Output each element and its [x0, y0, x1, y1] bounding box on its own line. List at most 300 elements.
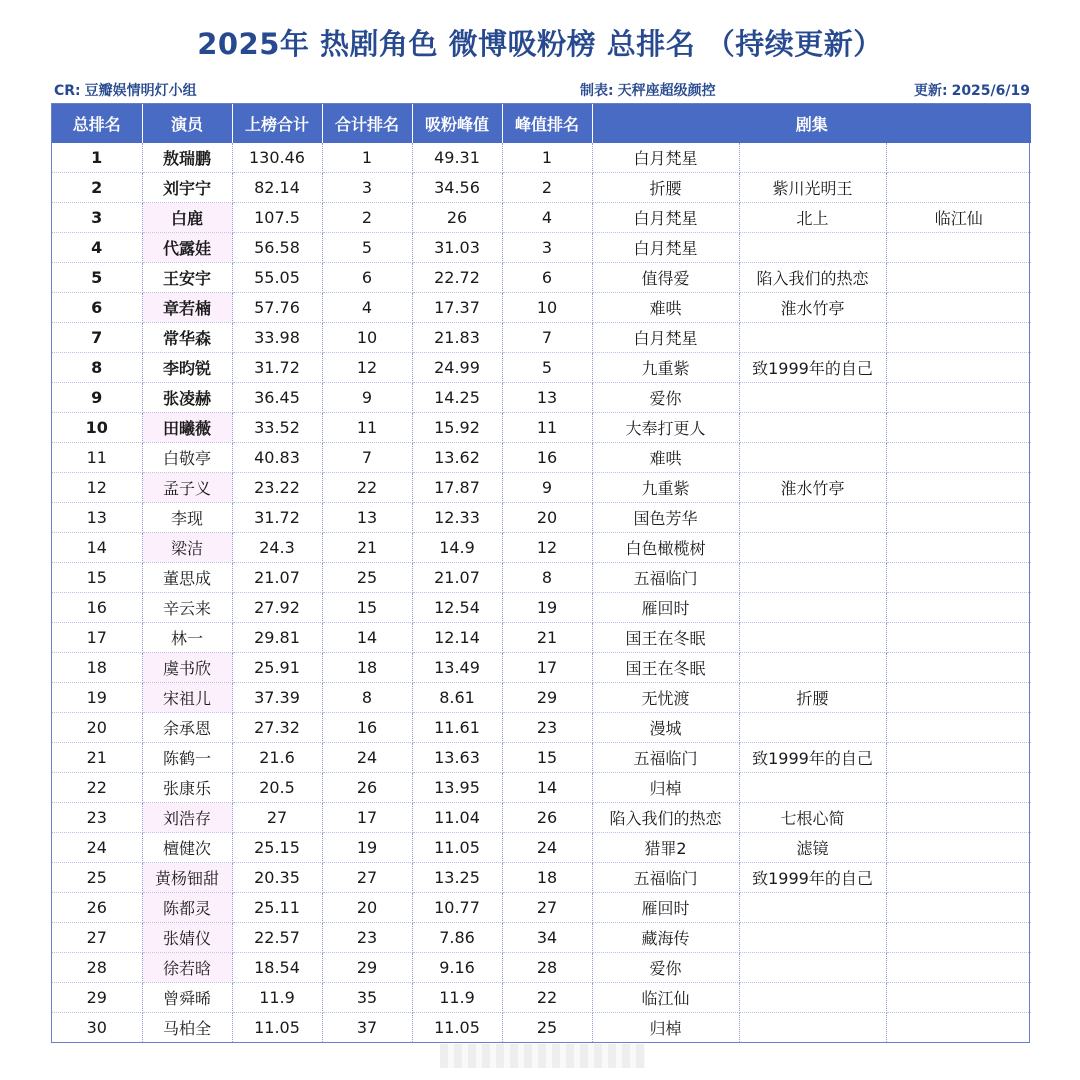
drama-cell-2	[739, 533, 886, 563]
drama-cell-2: 淮水竹亭	[739, 293, 886, 323]
total-rank-cell: 20	[322, 893, 412, 923]
drama-cell-2: 北上	[739, 203, 886, 233]
actor-cell: 孟子义	[142, 473, 232, 503]
peak-cell: 8.61	[412, 683, 502, 713]
total-cell: 107.5	[232, 203, 322, 233]
total-rank-cell: 18	[322, 653, 412, 683]
table-row	[52, 983, 1031, 1013]
total-cell: 27.92	[232, 593, 322, 623]
drama-cell-2	[739, 923, 886, 953]
actor-cell: 白敬亭	[142, 443, 232, 473]
drama-cell-1: 白月梵星	[592, 203, 739, 233]
total-cell: 130.46	[232, 143, 322, 173]
total-cell: 31.72	[232, 353, 322, 383]
table-row	[52, 383, 1031, 413]
drama-cell-3	[886, 593, 1031, 623]
table-row	[52, 413, 1031, 443]
peak-cell: 31.03	[412, 233, 502, 263]
total-rank-cell: 11	[322, 413, 412, 443]
credit-value: 豆瓣娱情明灯小组	[84, 83, 197, 99]
peak-rank-cell: 6	[502, 263, 592, 293]
table-row	[52, 293, 1031, 323]
total-rank-cell: 2	[322, 203, 412, 233]
actor-cell: 宋祖儿	[142, 683, 232, 713]
drama-cell-2: 折腰	[739, 683, 886, 713]
drama-cell-3	[886, 653, 1031, 683]
drama-cell-1: 五福临门	[592, 563, 739, 593]
drama-cell-1: 白月梵星	[592, 233, 739, 263]
drama-cell-3	[886, 143, 1031, 173]
peak-cell: 13.62	[412, 443, 502, 473]
total-cell: 31.72	[232, 503, 322, 533]
peak-rank-cell: 25	[502, 1013, 592, 1043]
peak-cell: 13.63	[412, 743, 502, 773]
header-total: 上榜合计	[232, 104, 322, 143]
drama-cell-1: 难哄	[592, 293, 739, 323]
total-rank-cell: 22	[322, 473, 412, 503]
drama-cell-3	[886, 863, 1031, 893]
peak-cell: 11.05	[412, 833, 502, 863]
peak-rank-cell: 12	[502, 533, 592, 563]
drama-cell-2	[739, 383, 886, 413]
header-total-rank: 合计排名	[322, 104, 412, 143]
peak-rank-cell: 4	[502, 203, 592, 233]
drama-cell-2	[739, 143, 886, 173]
rank-cell: 2	[52, 173, 142, 203]
table-row	[52, 203, 1031, 233]
peak-rank-cell: 8	[502, 563, 592, 593]
update-label: 更新:	[913, 83, 948, 99]
table-body	[52, 143, 1031, 1042]
table-row	[52, 263, 1031, 293]
actor-cell: 檀健次	[142, 833, 232, 863]
peak-rank-cell: 28	[502, 953, 592, 983]
peak-cell: 21.07	[412, 563, 502, 593]
maker-line	[580, 80, 716, 100]
header-actor: 演员	[142, 104, 232, 143]
total-cell: 37.39	[232, 683, 322, 713]
peak-cell: 22.72	[412, 263, 502, 293]
table-row	[52, 743, 1031, 773]
drama-cell-3	[886, 503, 1031, 533]
table-row	[52, 143, 1031, 173]
rank-cell: 16	[52, 593, 142, 623]
peak-cell: 12.54	[412, 593, 502, 623]
rank-cell: 18	[52, 653, 142, 683]
peak-cell: 10.77	[412, 893, 502, 923]
drama-cell-2: 七根心简	[739, 803, 886, 833]
drama-cell-1: 白月梵星	[592, 323, 739, 353]
peak-cell: 34.56	[412, 173, 502, 203]
total-cell: 18.54	[232, 953, 322, 983]
drama-cell-2: 致1999年的自己	[739, 743, 886, 773]
table-row	[52, 623, 1031, 653]
drama-cell-2	[739, 443, 886, 473]
drama-cell-1: 五福临门	[592, 743, 739, 773]
drama-cell-1: 雁回时	[592, 593, 739, 623]
total-cell: 40.83	[232, 443, 322, 473]
header-dramas: 剧集	[592, 104, 1031, 143]
total-cell: 33.98	[232, 323, 322, 353]
rank-cell: 23	[52, 803, 142, 833]
rank-cell: 5	[52, 263, 142, 293]
total-rank-cell: 19	[322, 833, 412, 863]
rank-cell: 12	[52, 473, 142, 503]
rank-cell: 22	[52, 773, 142, 803]
drama-cell-3	[886, 383, 1031, 413]
watermark	[440, 1044, 645, 1068]
peak-cell: 49.31	[412, 143, 502, 173]
peak-rank-cell: 14	[502, 773, 592, 803]
peak-rank-cell: 13	[502, 383, 592, 413]
actor-cell: 梁洁	[142, 533, 232, 563]
drama-cell-2	[739, 653, 886, 683]
table-row	[52, 503, 1031, 533]
total-cell: 20.5	[232, 773, 322, 803]
rank-cell: 26	[52, 893, 142, 923]
total-cell: 24.3	[232, 533, 322, 563]
peak-cell: 15.92	[412, 413, 502, 443]
total-cell: 55.05	[232, 263, 322, 293]
rank-cell: 30	[52, 1013, 142, 1043]
table-row	[52, 923, 1031, 953]
drama-cell-3	[886, 533, 1031, 563]
actor-cell: 余承恩	[142, 713, 232, 743]
peak-cell: 12.33	[412, 503, 502, 533]
total-cell: 23.22	[232, 473, 322, 503]
table-row	[52, 683, 1031, 713]
actor-cell: 马柏全	[142, 1013, 232, 1043]
header-peak: 吸粉峰值	[412, 104, 502, 143]
drama-cell-3	[886, 323, 1031, 353]
drama-cell-1: 白月梵星	[592, 143, 739, 173]
actor-cell: 白鹿	[142, 203, 232, 233]
drama-cell-1: 九重紫	[592, 353, 739, 383]
rank-cell: 8	[52, 353, 142, 383]
rank-cell: 27	[52, 923, 142, 953]
peak-cell: 13.95	[412, 773, 502, 803]
drama-cell-3	[886, 263, 1031, 293]
drama-cell-1: 无忧渡	[592, 683, 739, 713]
ranking-table	[51, 103, 1030, 1043]
peak-rank-cell: 1	[502, 143, 592, 173]
total-cell: 22.57	[232, 923, 322, 953]
rank-cell: 17	[52, 623, 142, 653]
drama-cell-2	[739, 413, 886, 443]
drama-cell-1: 值得爱	[592, 263, 739, 293]
drama-cell-3	[886, 233, 1031, 263]
peak-cell: 21.83	[412, 323, 502, 353]
rank-cell: 7	[52, 323, 142, 353]
drama-cell-2	[739, 623, 886, 653]
actor-cell: 徐若晗	[142, 953, 232, 983]
rank-cell: 20	[52, 713, 142, 743]
peak-cell: 14.9	[412, 533, 502, 563]
drama-cell-1: 归棹	[592, 773, 739, 803]
credit-label: CR:	[54, 83, 81, 99]
drama-cell-1: 爱你	[592, 953, 739, 983]
peak-cell: 17.37	[412, 293, 502, 323]
peak-rank-cell: 10	[502, 293, 592, 323]
total-cell: 27	[232, 803, 322, 833]
total-cell: 20.35	[232, 863, 322, 893]
total-rank-cell: 3	[322, 173, 412, 203]
total-rank-cell: 5	[322, 233, 412, 263]
total-rank-cell: 13	[322, 503, 412, 533]
page-title: 2025年 热剧角色 微博吸粉榜 总排名 （持续更新）	[197, 27, 883, 61]
peak-cell: 24.99	[412, 353, 502, 383]
peak-rank-cell: 20	[502, 503, 592, 533]
table-row	[52, 953, 1031, 983]
rank-cell: 3	[52, 203, 142, 233]
actor-cell: 田曦薇	[142, 413, 232, 443]
total-cell: 25.15	[232, 833, 322, 863]
drama-cell-1: 国王在冬眠	[592, 623, 739, 653]
drama-cell-1: 国色芳华	[592, 503, 739, 533]
actor-cell: 曾舜晞	[142, 983, 232, 1013]
peak-rank-cell: 15	[502, 743, 592, 773]
rank-cell: 4	[52, 233, 142, 263]
header-rank: 总排名	[52, 104, 142, 143]
maker-label: 制表:	[580, 83, 614, 99]
actor-cell: 常华森	[142, 323, 232, 353]
actor-cell: 刘浩存	[142, 803, 232, 833]
total-cell: 11.05	[232, 1013, 322, 1043]
table-row	[52, 713, 1031, 743]
drama-cell-2	[739, 893, 886, 923]
peak-cell: 12.14	[412, 623, 502, 653]
peak-cell: 7.86	[412, 923, 502, 953]
total-rank-cell: 6	[322, 263, 412, 293]
total-cell: 27.32	[232, 713, 322, 743]
rank-cell: 24	[52, 833, 142, 863]
total-rank-cell: 9	[322, 383, 412, 413]
drama-cell-1: 难哄	[592, 443, 739, 473]
table-row	[52, 173, 1031, 203]
peak-cell: 14.25	[412, 383, 502, 413]
actor-cell: 王安宇	[142, 263, 232, 293]
total-rank-cell: 10	[322, 323, 412, 353]
drama-cell-1: 雁回时	[592, 893, 739, 923]
peak-cell: 9.16	[412, 953, 502, 983]
total-rank-cell: 27	[322, 863, 412, 893]
header-peak-rank: 峰值排名	[502, 104, 592, 143]
drama-cell-2	[739, 773, 886, 803]
rank-cell: 6	[52, 293, 142, 323]
actor-cell: 敖瑞鹏	[142, 143, 232, 173]
drama-cell-2	[739, 233, 886, 263]
peak-rank-cell: 3	[502, 233, 592, 263]
actor-cell: 林一	[142, 623, 232, 653]
drama-cell-2	[739, 563, 886, 593]
table-row	[52, 1013, 1031, 1043]
drama-cell-3	[886, 473, 1031, 503]
total-rank-cell: 24	[322, 743, 412, 773]
peak-rank-cell: 9	[502, 473, 592, 503]
drama-cell-2: 致1999年的自己	[739, 353, 886, 383]
peak-cell: 17.87	[412, 473, 502, 503]
drama-cell-3	[886, 353, 1031, 383]
drama-cell-2	[739, 953, 886, 983]
drama-cell-3	[886, 413, 1031, 443]
drama-cell-3	[886, 563, 1031, 593]
drama-cell-3	[886, 683, 1031, 713]
drama-cell-1: 藏海传	[592, 923, 739, 953]
table-row	[52, 833, 1031, 863]
credit-line	[54, 80, 197, 100]
table-row	[52, 863, 1031, 893]
peak-rank-cell: 16	[502, 443, 592, 473]
total-cell: 36.45	[232, 383, 322, 413]
total-rank-cell: 25	[322, 563, 412, 593]
table-row	[52, 893, 1031, 923]
total-cell: 33.52	[232, 413, 322, 443]
total-cell: 56.58	[232, 233, 322, 263]
peak-cell: 11.05	[412, 1013, 502, 1043]
drama-cell-2: 淮水竹亭	[739, 473, 886, 503]
drama-cell-2: 致1999年的自己	[739, 863, 886, 893]
drama-cell-3: 临江仙	[886, 203, 1031, 233]
total-rank-cell: 12	[322, 353, 412, 383]
table-row	[52, 323, 1031, 353]
actor-cell: 章若楠	[142, 293, 232, 323]
total-cell: 29.81	[232, 623, 322, 653]
rank-cell: 11	[52, 443, 142, 473]
drama-cell-1: 归棹	[592, 1013, 739, 1043]
drama-cell-3	[886, 803, 1031, 833]
peak-rank-cell: 21	[502, 623, 592, 653]
drama-cell-1: 临江仙	[592, 983, 739, 1013]
table-row	[52, 353, 1031, 383]
table-header-row	[52, 104, 1031, 143]
rank-cell: 9	[52, 383, 142, 413]
peak-rank-cell: 23	[502, 713, 592, 743]
rank-cell: 29	[52, 983, 142, 1013]
peak-rank-cell: 27	[502, 893, 592, 923]
drama-cell-1: 国王在冬眠	[592, 653, 739, 683]
drama-cell-2	[739, 593, 886, 623]
total-cell: 57.76	[232, 293, 322, 323]
rank-cell: 14	[52, 533, 142, 563]
total-rank-cell: 26	[322, 773, 412, 803]
maker-value: 天秤座超级颜控	[617, 83, 716, 99]
peak-cell: 26	[412, 203, 502, 233]
drama-cell-2: 陷入我们的热恋	[739, 263, 886, 293]
actor-cell: 张凌赫	[142, 383, 232, 413]
drama-cell-2: 紫川光明王	[739, 173, 886, 203]
drama-cell-1: 白色橄榄树	[592, 533, 739, 563]
actor-cell: 黄杨钿甜	[142, 863, 232, 893]
peak-cell: 13.49	[412, 653, 502, 683]
peak-rank-cell: 17	[502, 653, 592, 683]
peak-cell: 11.61	[412, 713, 502, 743]
drama-cell-2	[739, 983, 886, 1013]
total-rank-cell: 4	[322, 293, 412, 323]
total-rank-cell: 1	[322, 143, 412, 173]
total-rank-cell: 29	[322, 953, 412, 983]
table-row	[52, 533, 1031, 563]
rank-cell: 28	[52, 953, 142, 983]
rank-cell: 19	[52, 683, 142, 713]
actor-cell: 董思成	[142, 563, 232, 593]
update-line	[914, 80, 1030, 100]
drama-cell-1: 五福临门	[592, 863, 739, 893]
rank-cell: 10	[52, 413, 142, 443]
table-row	[52, 773, 1031, 803]
peak-cell: 11.9	[412, 983, 502, 1013]
actor-cell: 陈都灵	[142, 893, 232, 923]
drama-cell-1: 漫城	[592, 713, 739, 743]
drama-cell-1: 爱你	[592, 383, 739, 413]
peak-rank-cell: 26	[502, 803, 592, 833]
drama-cell-3	[886, 773, 1031, 803]
drama-cell-3	[886, 983, 1031, 1013]
table-row	[52, 803, 1031, 833]
drama-cell-3	[886, 713, 1031, 743]
table-row	[52, 593, 1031, 623]
drama-cell-2	[739, 713, 886, 743]
total-rank-cell: 16	[322, 713, 412, 743]
drama-cell-3	[886, 293, 1031, 323]
actor-cell: 张婧仪	[142, 923, 232, 953]
table-row	[52, 653, 1031, 683]
peak-cell: 11.04	[412, 803, 502, 833]
total-cell: 25.91	[232, 653, 322, 683]
total-cell: 82.14	[232, 173, 322, 203]
total-cell: 21.07	[232, 563, 322, 593]
rank-cell: 25	[52, 863, 142, 893]
actor-cell: 李昀锐	[142, 353, 232, 383]
drama-cell-3	[886, 953, 1031, 983]
peak-rank-cell: 2	[502, 173, 592, 203]
table-row	[52, 563, 1031, 593]
drama-cell-1: 陷入我们的热恋	[592, 803, 739, 833]
drama-cell-1: 折腰	[592, 173, 739, 203]
drama-cell-3	[886, 743, 1031, 773]
peak-rank-cell: 5	[502, 353, 592, 383]
drama-cell-1: 九重紫	[592, 473, 739, 503]
peak-rank-cell: 18	[502, 863, 592, 893]
peak-rank-cell: 24	[502, 833, 592, 863]
rank-cell: 13	[52, 503, 142, 533]
total-rank-cell: 23	[322, 923, 412, 953]
drama-cell-3	[886, 923, 1031, 953]
peak-rank-cell: 11	[502, 413, 592, 443]
actor-cell: 辛云来	[142, 593, 232, 623]
peak-rank-cell: 19	[502, 593, 592, 623]
total-rank-cell: 7	[322, 443, 412, 473]
total-rank-cell: 14	[322, 623, 412, 653]
drama-cell-3	[886, 623, 1031, 653]
drama-cell-1: 猎罪2	[592, 833, 739, 863]
drama-cell-3	[886, 1013, 1031, 1043]
peak-cell: 13.25	[412, 863, 502, 893]
drama-cell-2	[739, 323, 886, 353]
table-row	[52, 473, 1031, 503]
rank-cell: 1	[52, 143, 142, 173]
peak-rank-cell: 29	[502, 683, 592, 713]
drama-cell-3	[886, 173, 1031, 203]
peak-rank-cell: 7	[502, 323, 592, 353]
peak-rank-cell: 22	[502, 983, 592, 1013]
total-rank-cell: 37	[322, 1013, 412, 1043]
drama-cell-3	[886, 893, 1031, 923]
actor-cell: 李现	[142, 503, 232, 533]
rank-cell: 15	[52, 563, 142, 593]
drama-cell-3	[886, 443, 1031, 473]
drama-cell-1: 大奉打更人	[592, 413, 739, 443]
update-value: 2025/6/19	[951, 83, 1030, 99]
